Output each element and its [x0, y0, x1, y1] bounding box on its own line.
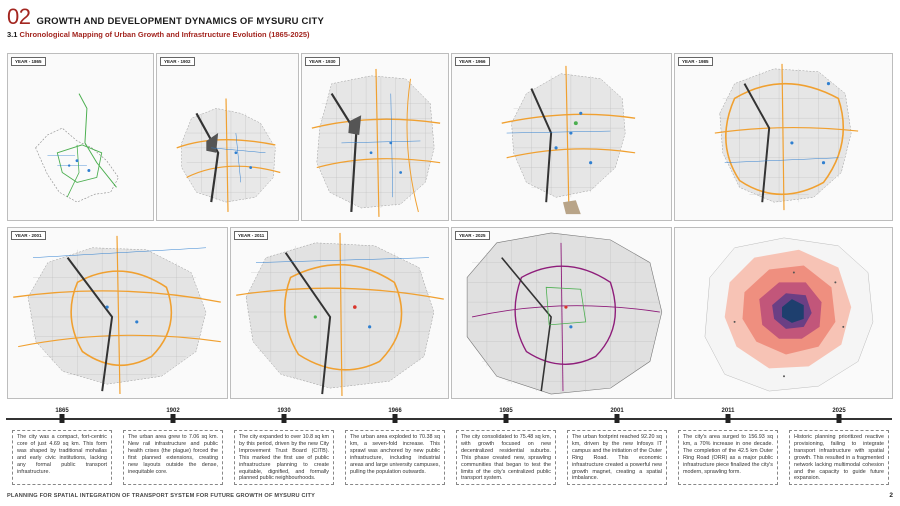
- map-2001: [8, 228, 227, 398]
- footer-text: PLANNING FOR SPATIAL INTEGRATION OF TRANSPORT SYSTEM FOR FUTURE GROWTH OF MYSURU CITY: [7, 493, 316, 499]
- subheading: [7, 30, 310, 39]
- timeline-marker: [504, 414, 509, 423]
- subheading-index: 3.1: [7, 30, 18, 39]
- timeline-note-2011: The city's area surged to 156.93 sq km, a 70% increase in one decade. The completion of the 42.5 km Outer Ring Road (ORR) as a major public infrastructure piece finalized the city's modern, sprawling form.: [678, 430, 778, 485]
- map-1966: [452, 54, 671, 220]
- map-2025: [452, 228, 671, 398]
- timeline-year: 2011: [721, 408, 735, 414]
- timeline-year: 1985: [499, 408, 513, 414]
- timeline-note-1865: The city was a compact, fort-centric core of just 4.69 sq km. This form was shaped by traditional mohallas and early civic institutions, lacking any formal public transport infrastructure.: [12, 430, 112, 485]
- page-number: 2: [889, 492, 893, 499]
- timeline-marker: [171, 414, 176, 423]
- map-1930: [302, 54, 448, 220]
- map-year-label: YEAR - 1902: [160, 57, 195, 66]
- timeline-year: 2025: [832, 408, 846, 414]
- timeline-year: 1865: [55, 408, 69, 414]
- map-year-label: YEAR - 2011: [234, 231, 268, 240]
- timeline-marker: [393, 414, 398, 423]
- map-panel-2025: [451, 227, 672, 399]
- heatmap-panel: [674, 227, 893, 399]
- timeline-marker: [282, 414, 287, 423]
- page-title: GROWTH AND DEVELOPMENT DYNAMICS OF MYSURU CITY: [36, 16, 324, 27]
- timeline-year: 1966: [388, 408, 402, 414]
- map-2011: [231, 228, 448, 398]
- timeline-note-2025: Historic planning prioritized reactive provisioning, failing to integrate transport infrastructure with spatial growth. This resulted in a fragmented network lacking multimodal cohesion and the capacity to guide future expansion.: [789, 430, 889, 485]
- map-panel-1985: [674, 53, 893, 221]
- timeline-marker: [615, 414, 620, 423]
- map-panel-1930: [301, 53, 449, 221]
- timeline-note-2001: The urban footprint reached 92.20 sq km, driven by the new Infosys IT campus and the initiation of the Outer Ring Road. This economic infrastructure created a powerful new growth magnet, creating a spatial imbalance.: [567, 430, 667, 485]
- map-panel-1865: [7, 53, 154, 221]
- density-heatmap: [675, 228, 892, 398]
- map-1865: [8, 54, 153, 220]
- timeline-note-1985: The city consolidated to 75.48 sq km, with growth focused on new decentralized residential suburbs. This phase created new, sprawling communities that began to test the limits of the city's centralized public transport system.: [456, 430, 556, 485]
- map-year-label: YEAR - 1865: [11, 57, 46, 66]
- timeline-year: 2001: [610, 408, 624, 414]
- map-panel-2001: [7, 227, 228, 399]
- page-header: [7, 4, 324, 30]
- map-year-label: YEAR - 2001: [11, 231, 46, 240]
- map-year-label: YEAR - 1985: [678, 57, 713, 66]
- timeline-axis: [6, 418, 892, 420]
- timeline-marker: [837, 414, 842, 423]
- timeline-year: 1902: [166, 408, 180, 414]
- timeline-note-1930: The city expanded to over 10.8 sq km by this period, driven by the new City Improvement Trust Board (CITB). This marked the first use of public infrastructure planning to create equitable, dignified, and formally planned public neighbourhoods.: [234, 430, 334, 485]
- timeline-year: 1930: [277, 408, 291, 414]
- map-1985: [675, 54, 892, 220]
- map-panel-1966: [451, 53, 672, 221]
- map-year-label: YEAR - 1930: [305, 57, 340, 66]
- map-panel-2011: [230, 227, 449, 399]
- timeline-note-1966: The urban area exploded to 70.38 sq km, a seven-fold increase. This sprawl was anchored by new public infrastructure, including industrial areas and large university campuses, pulling the population outwards.: [345, 430, 445, 485]
- timeline-note-1902: The urban area grew to 7.06 sq km. New rail infrastructure and public health crises (the plague) forced the first planned extensions, creating new layouts outside the dense, inequitable core.: [123, 430, 223, 485]
- section-number: 02: [7, 4, 31, 29]
- map-1902: [157, 54, 298, 220]
- map-year-label: YEAR - 2025: [455, 231, 490, 240]
- timeline-marker: [726, 414, 731, 423]
- subheading-title: Chronological Mapping of Urban Growth and Infrastructure Evolution (1865-2025): [19, 30, 310, 39]
- map-panel-1902: [156, 53, 299, 221]
- map-year-label: YEAR - 1966: [455, 57, 490, 66]
- timeline-marker: [60, 414, 65, 423]
